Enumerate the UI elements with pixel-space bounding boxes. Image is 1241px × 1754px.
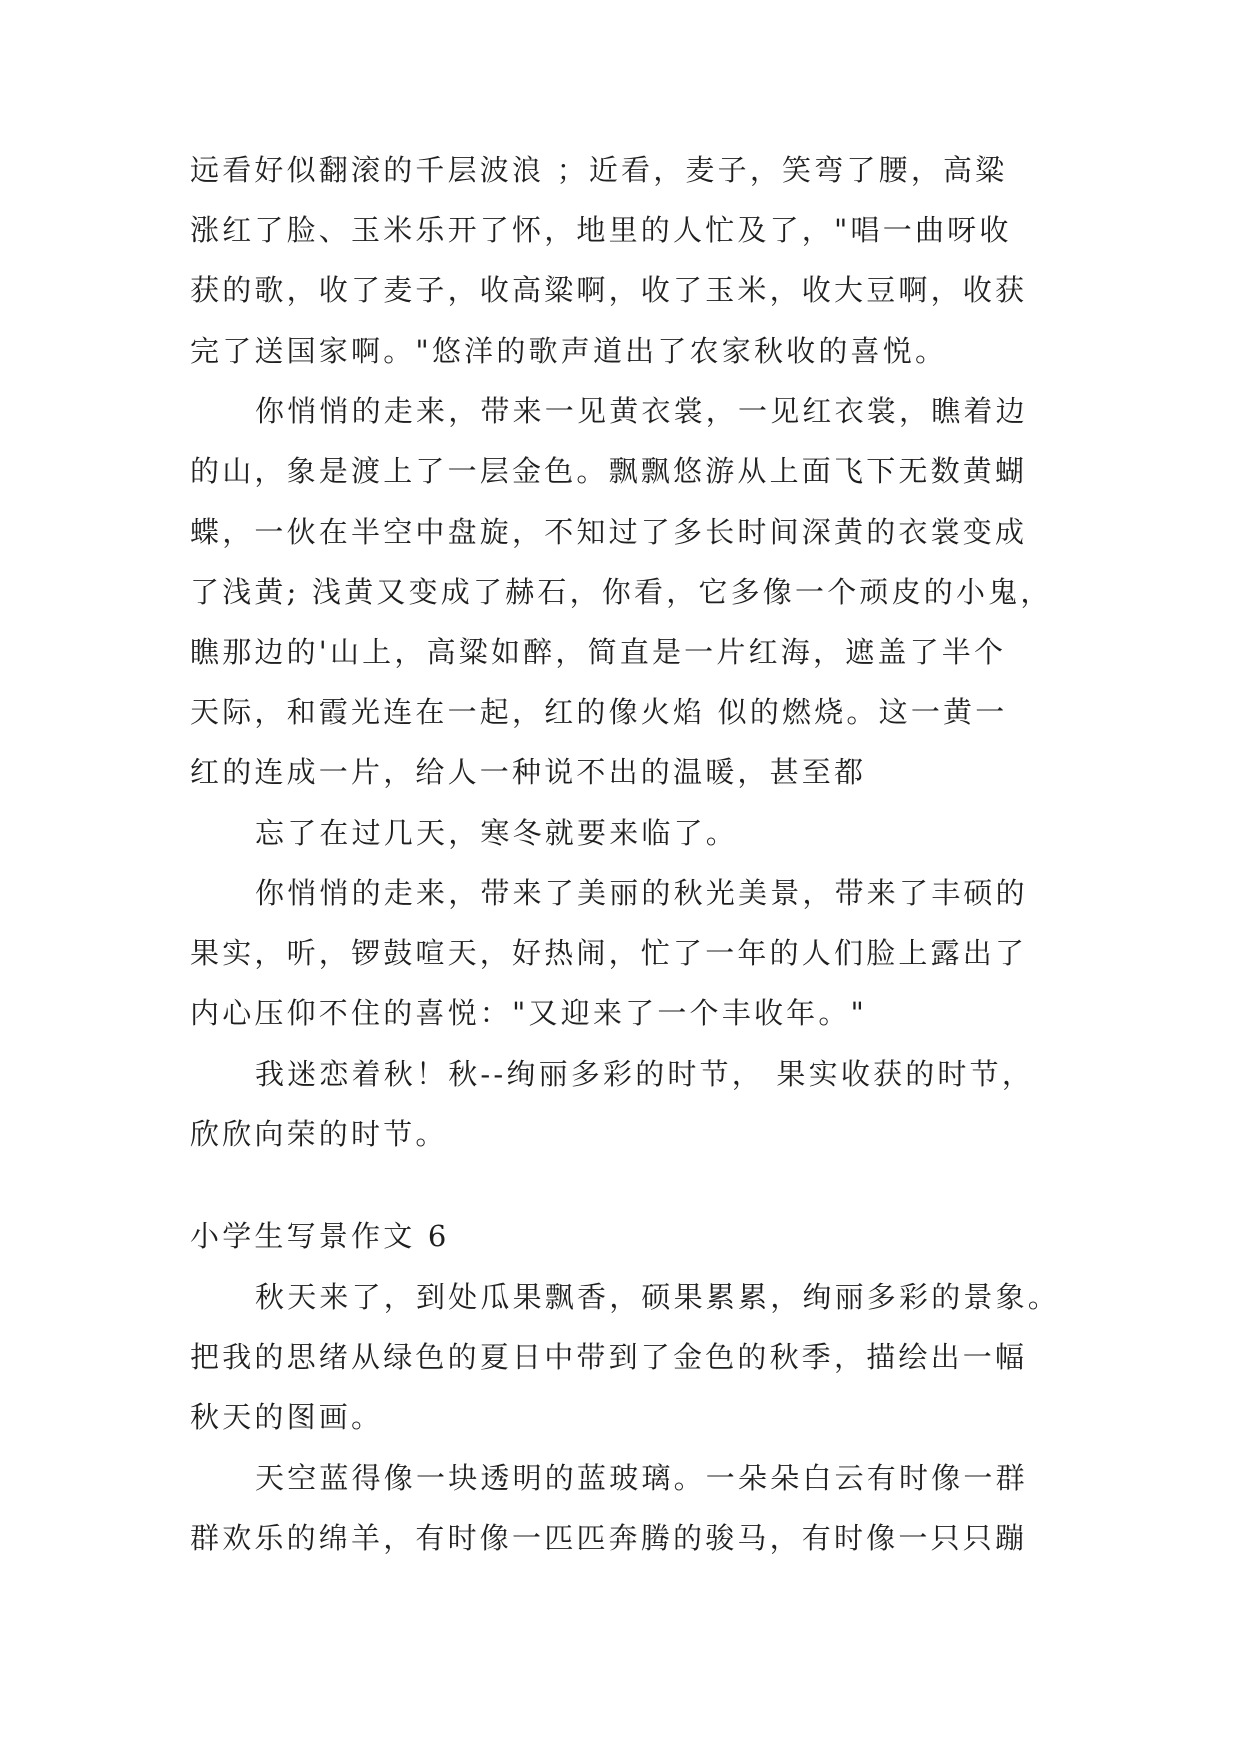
text-line: 群欢乐的绵羊，有时像一匹匹奔腾的骏马，有时像一只只蹦 xyxy=(190,1521,1028,1555)
paragraph-first-line: 忘了在过几天，寒冬就要来临了。 xyxy=(255,816,739,850)
text-line: 果实，听，锣鼓喧天，好热闹，忙了一年的人们脸上露出了 xyxy=(190,936,1028,970)
text-line: 瞧那边的'山上，高粱如醉，简直是一片红海，遮盖了半个 xyxy=(190,635,1007,669)
paragraph-first-line: 天空蓝得像一块透明的蓝玻璃。一朵朵白云有时像一群 xyxy=(255,1461,1028,1495)
text-line: 红的连成一片，给人一种说不出的温暖，甚至都 xyxy=(190,755,867,789)
text-line: 天际，和霞光连在一起，红的像火焰 似的燃烧。这一黄一 xyxy=(190,695,1008,729)
paragraph-first-line: 你悄悄的走来，带来一见黄衣裳，一见红衣裳，瞧着边 xyxy=(255,394,1028,428)
text-line: 远看好似翻滚的千层波浪 ；近看，麦子，笑弯了腰，高粱 xyxy=(190,153,1008,187)
text-line: 涨红了脸、玉米乐开了怀，地里的人忙及了，"唱一曲呀收 xyxy=(190,213,1012,247)
text-line: 获的歌，收了麦子，收高粱啊，收了玉米，收大豆啊，收获 xyxy=(190,273,1028,307)
text-line: 内心压仰不住的喜悦："又迎来了一个丰收年。" xyxy=(190,996,868,1030)
text-line: 秋天的图画。 xyxy=(190,1400,384,1434)
text-line: 把我的思绪从绿色的夏日中带到了金色的秋季，描绘出一幅 xyxy=(190,1340,1028,1374)
text-line: 的山，象是渡上了一层金色。飘飘悠游从上面飞下无数黄蝴 xyxy=(190,454,1028,488)
text-line: 了浅黄; 浅黄又变成了赫石，你看，它多像一个顽皮的小鬼， xyxy=(190,575,1053,609)
paragraph-first-line: 我迷恋着秋！秋--绚丽多彩的时节， 果实收获的时节， xyxy=(255,1057,1035,1091)
text-line: 蝶，一伙在半空中盘旋，不知过了多长时间深黄的衣裳变成 xyxy=(190,515,1028,549)
text-line: 完了送国家啊。"悠洋的歌声道出了农家秋收的喜悦。 xyxy=(190,334,948,368)
section-title: 小学生写景作文 6 xyxy=(190,1219,450,1253)
text-line: 欣欣向荣的时节。 xyxy=(190,1117,448,1151)
paragraph-first-line: 秋天来了，到处瓜果飘香，硕果累累，绚丽多彩的景象。 xyxy=(255,1280,1061,1314)
paragraph-first-line: 你悄悄的走来，带来了美丽的秋光美景，带来了丰硕的 xyxy=(255,876,1028,910)
